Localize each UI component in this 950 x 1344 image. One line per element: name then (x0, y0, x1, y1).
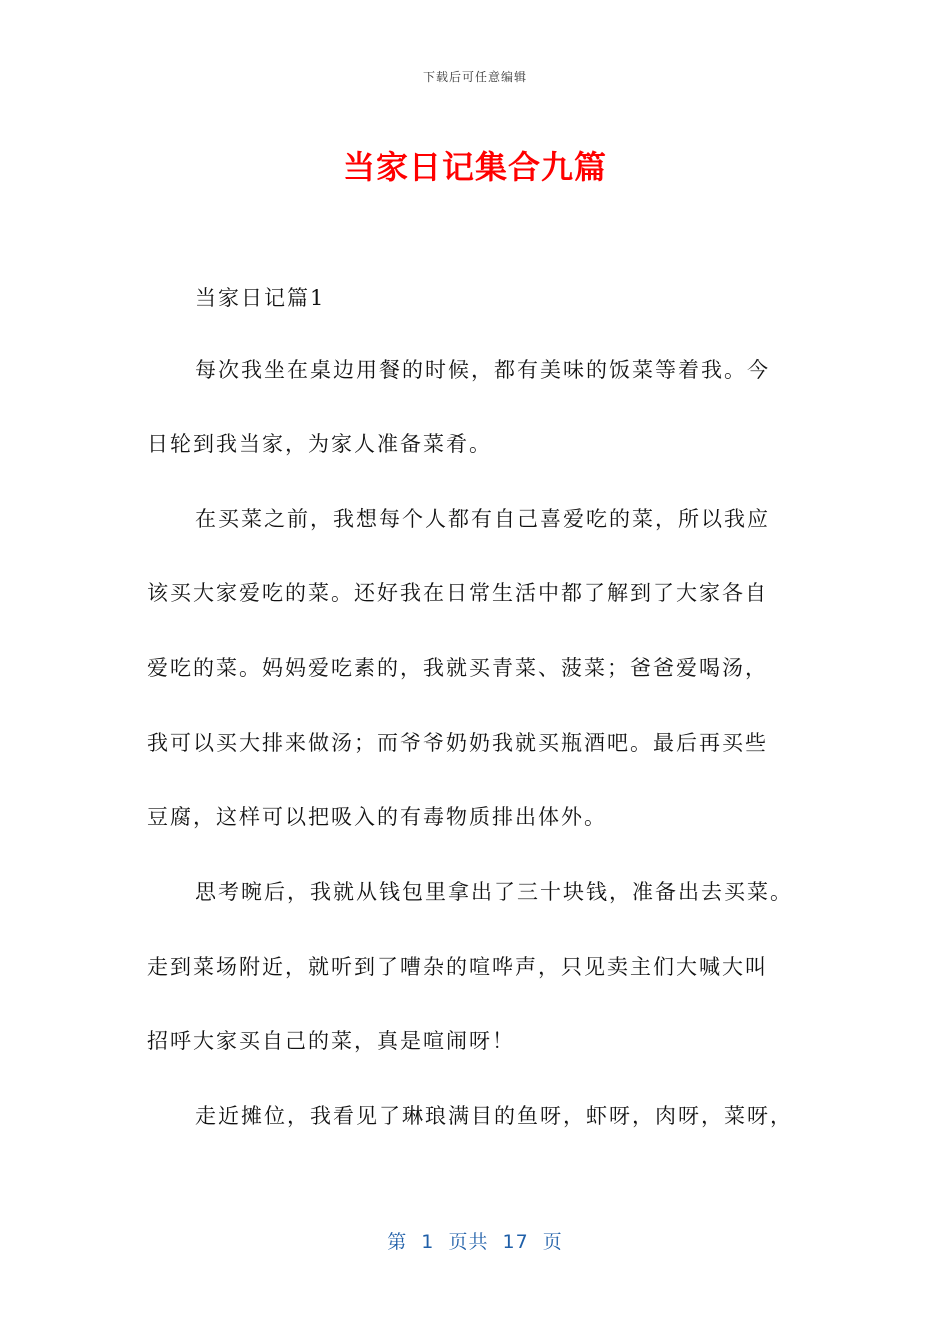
paragraph-line: 走到菜场附近，就听到了嘈杂的喧哗声，只见卖主们大喊大叫 (147, 955, 768, 979)
paragraph-line: 思考晼后，我就从钱包里拿出了三十块钱，准备出去买菜。 (195, 880, 793, 904)
paragraph-line: 招呼大家买自己的菜，真是喧闹呀！ (147, 1029, 515, 1053)
paragraph-line: 日轮到我当家，为家人准备菜肴。 (147, 432, 492, 456)
paragraph-line: 走近摊位，我看见了琳琅满目的鱼呀，虾呀，肉呀，菜呀， (195, 1104, 793, 1128)
paragraph-line: 该买大家爱吃的菜。还好我在日常生活中都了解到了大家各自 (147, 581, 768, 605)
paragraph-line: 我可以买大排来做汤；而爷爷奶奶我就买瓶酒吧。最后再买些 (147, 731, 768, 755)
paragraph-line: 豆腐，这样可以把吸入的有毒物质排出体外。 (147, 805, 607, 829)
paragraph-line: 爱吃的菜。妈妈爱吃素的，我就买青菜、菠菜；爸爸爱喝汤， (147, 656, 768, 680)
paragraph-line: 在买菜之前，我想每个人都有自己喜爱吃的菜，所以我应 (195, 507, 770, 531)
document-title: 当家日记集合九篇 (342, 148, 607, 186)
header-note: 下载后可任意编辑 (422, 70, 527, 84)
section-heading: 当家日记篇1 (195, 286, 326, 310)
page-footer: 第 1 页共 17 页 (387, 1231, 563, 1253)
paragraph-line: 每次我坐在桌边用餐的时候，都有美味的饭菜等着我。今 (195, 358, 770, 382)
